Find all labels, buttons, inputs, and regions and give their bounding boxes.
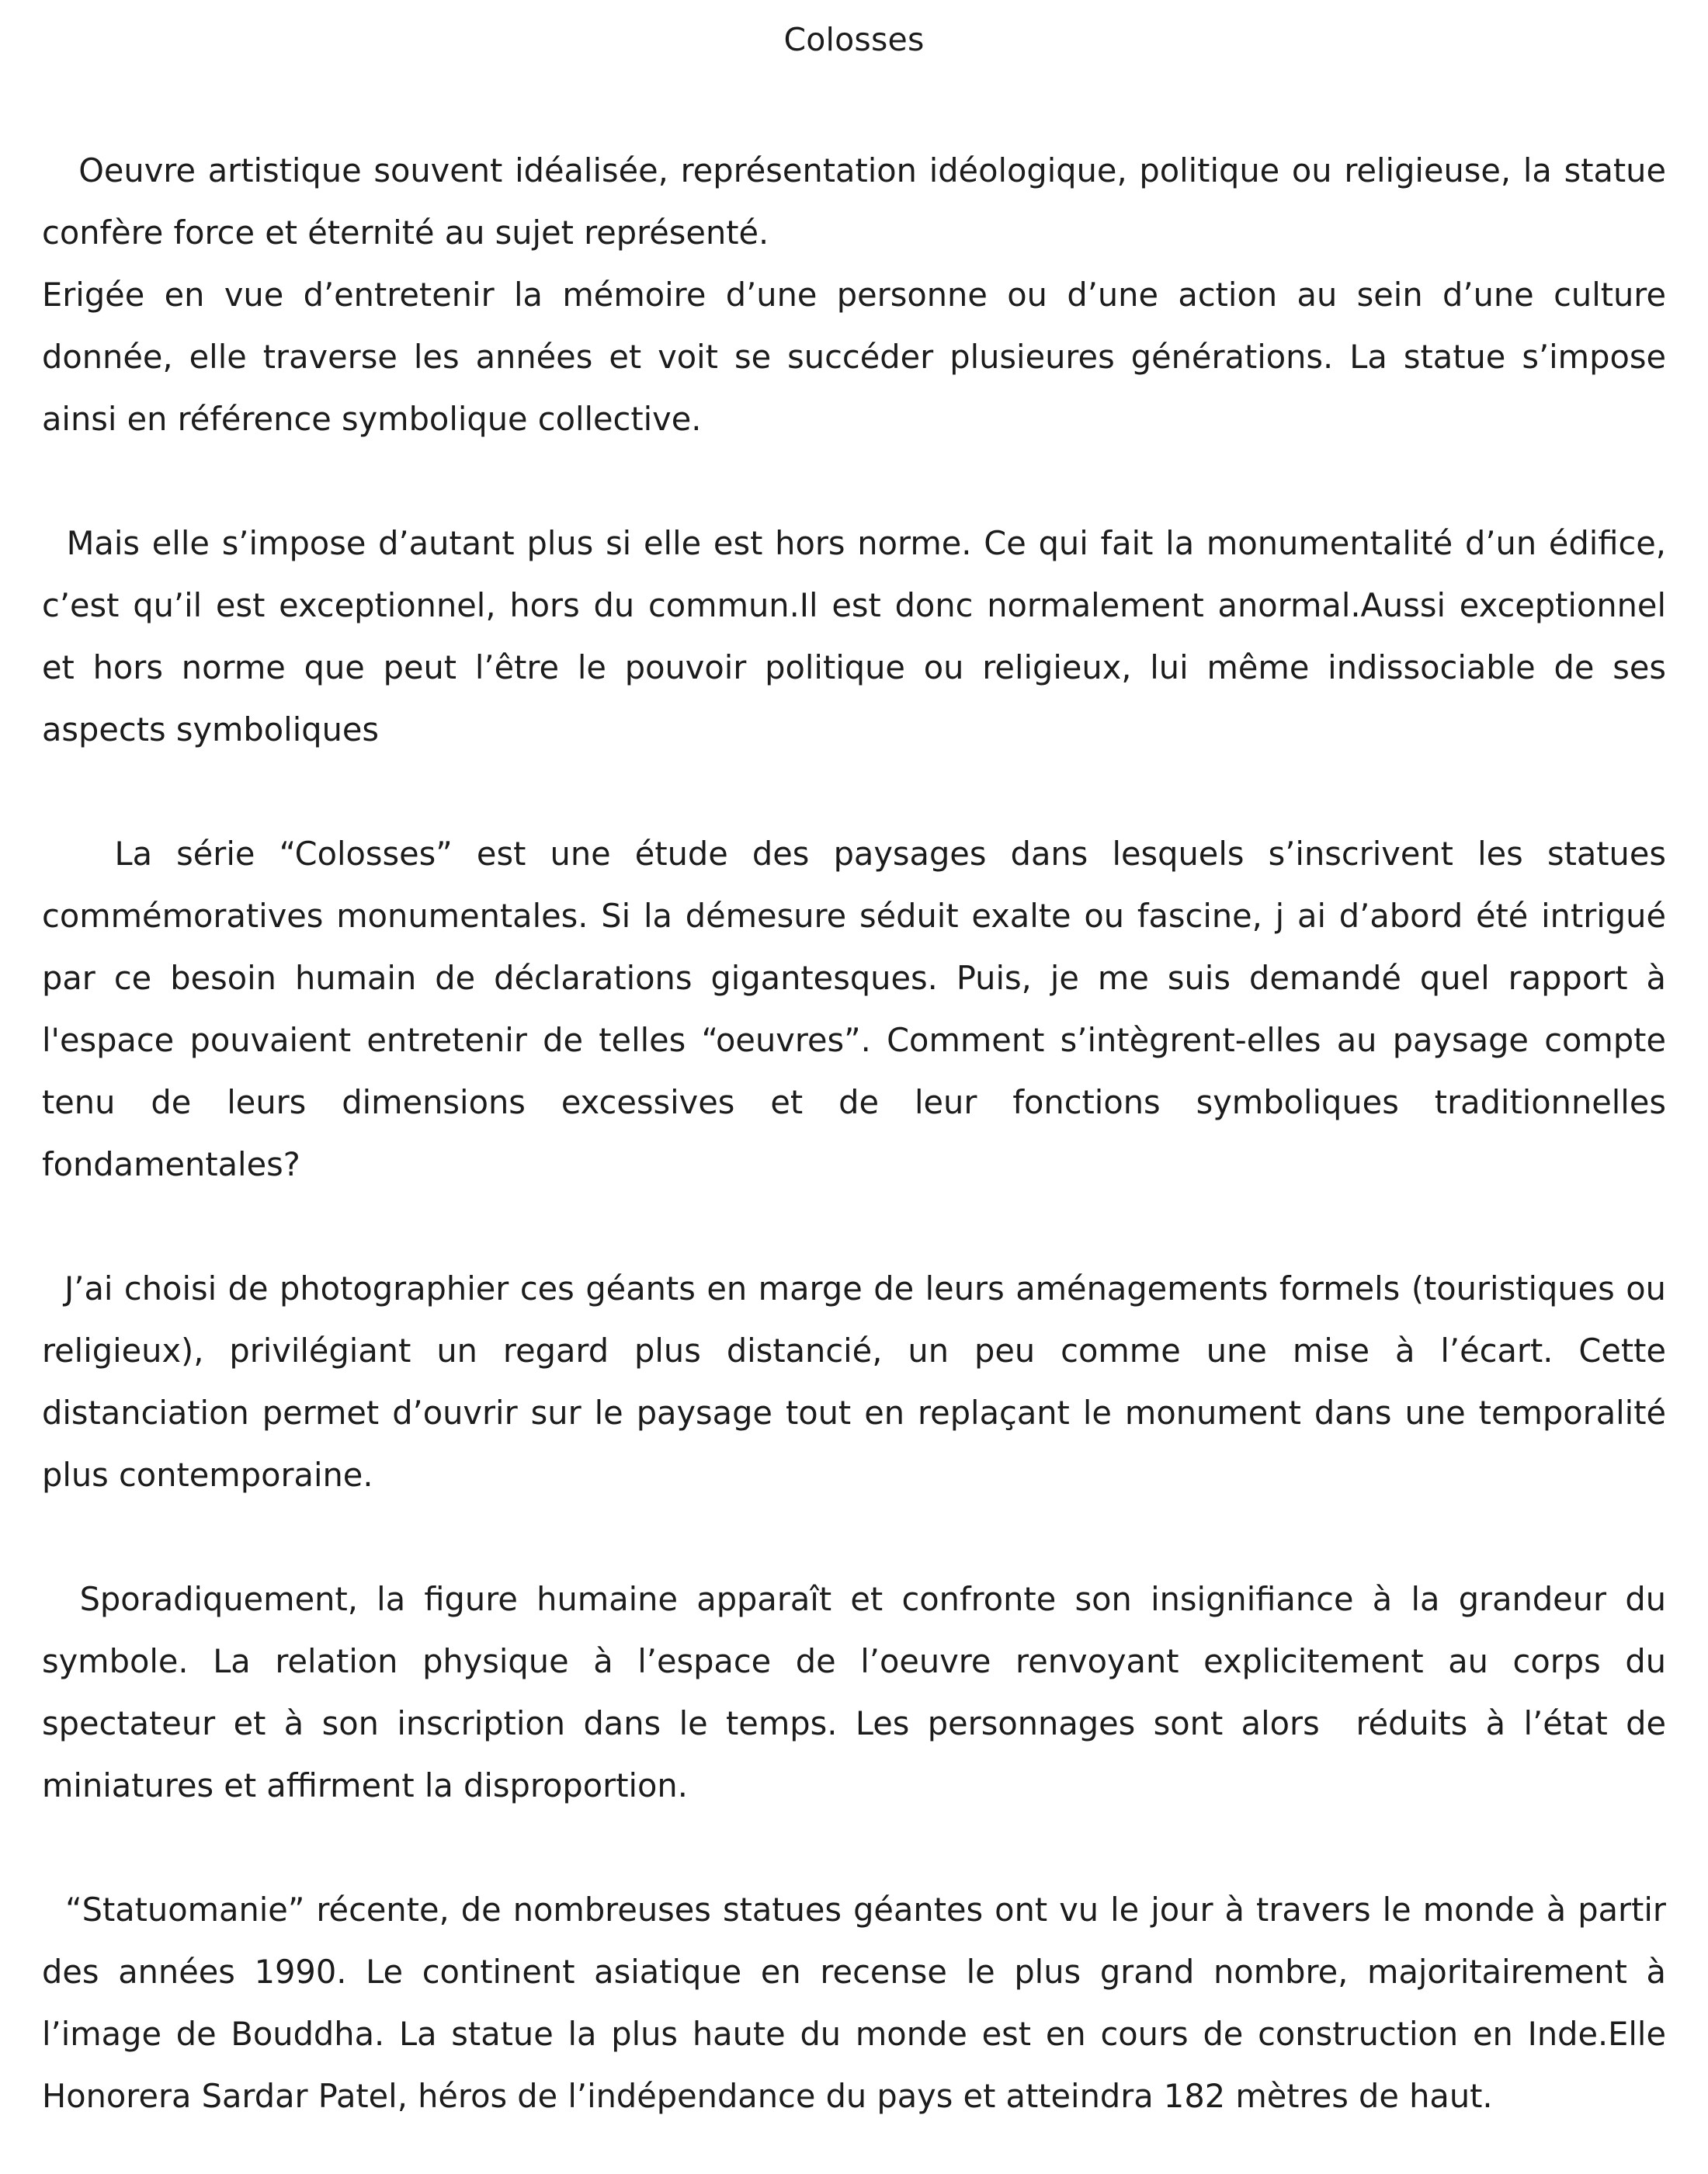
paragraph-monumentality: Mais elle s’impose d’autant plus si elle est hors norme. Ce qui fait la monumentalité d’un édifice, c’est qu’il est exceptionnel, hors du commun.Il est donc normalement anormal.Aussi exceptionnel et hors norme que peut l’être le pouvoir politique ou religieux, lui même indissociable de ses aspects symboliques xyxy=(42,524,1677,748)
paragraph-spacer xyxy=(42,1506,1666,1568)
paragraph-spacer xyxy=(42,1196,1666,1258)
paragraph-statuomanie: “Statuomanie” récente, de nombreuses statues géantes ont vu le jour à travers le monde à partir des années 1990. Le continent asiatique en recense le plus grand nombre, majoritairement à l’image de Bouddha. La statue la plus haute du monde est en cours de construction en Inde.Elle Honorera Sardar Patel, héros de l’indépendance du pays et atteindra 182 mètres de haut. xyxy=(42,1891,1677,2115)
paragraph-series: La série “Colosses” est une étude des paysages dans lesquels s’inscrivent les statues commémoratives monumentales. Si la démesure séduit exalte ou fascine, j ai d’abord été intrigué par ce besoin humain de déclarations gigantesques. Puis, je me suis demandé quel rapport à l'espace pouvaient entretenir de telles “oeuvres”. Comment s’intègrent-elles au paysage compte tenu de leurs dimensions excessives et de leur fonctions symboliques traditionnelles fondamentales? xyxy=(42,835,1677,1183)
paragraph-spacer xyxy=(42,450,1666,512)
paragraph-approach: J’ai choisi de photographier ces géants en marge de leurs aménagements formels (touristiques ou religieux), privilégiant un regard plus distancié, un peu comme une mise à l’écart. Cette distanciation permet d’ouvrir sur le paysage tout en replaçant le monument dans une temporalité plus contemporaine. xyxy=(42,1269,1677,1494)
paragraph-spacer xyxy=(42,761,1666,823)
paragraph-memory: Erigée en vue d’entretenir la mémoire d’une personne ou d’une action au sein d’une culture donnée, elle traverse les années et voit se succéder plusieures générations. La statue s’impose ainsi en référence symbolique collective. xyxy=(42,276,1677,438)
paragraph-intro: Oeuvre artistique souvent idéalisée, représentation idéologique, politique ou religieuse, la statue confère force et éternité au sujet représenté. xyxy=(42,151,1677,252)
document-page xyxy=(42,0,1677,2127)
document-body xyxy=(42,140,1677,2127)
paragraph-spacer xyxy=(42,1817,1666,1879)
paragraph-human-figure: Sporadiquement, la figure humaine apparaît et confronte son insignifiance à la grandeur du symbole. La relation physique à l’espace de l’oeuvre renvoyant explicitement au corps du spectateur et à son inscription dans le temps. Les personnages sont alors réduits à l’état de miniatures et affirment la disproportion. xyxy=(42,1580,1677,1804)
document-title: Colosses xyxy=(783,21,925,58)
